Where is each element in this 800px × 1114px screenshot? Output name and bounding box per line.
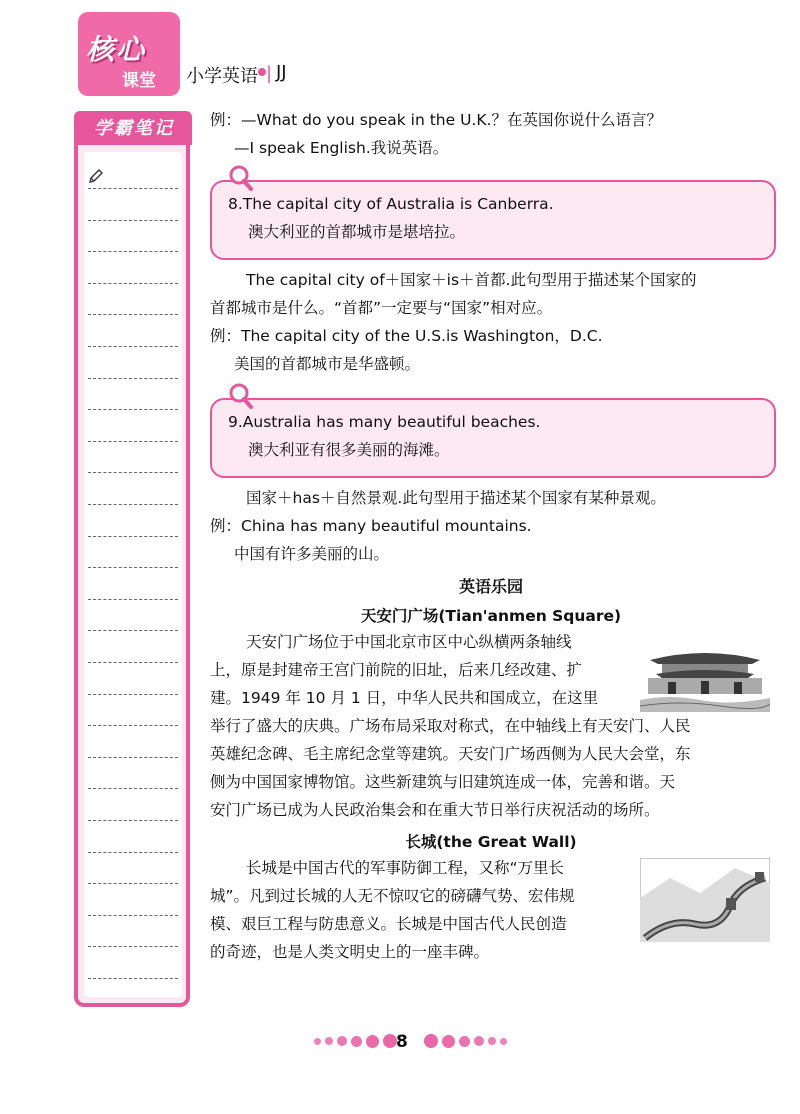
great-wall-text-4: 的奇迹，也是人类文明史上的一座丰碑。 [210,943,490,961]
decorative-dot [366,1035,379,1048]
decorative-dot [383,1034,397,1048]
decorative-dot [351,1036,362,1047]
tiananmen-title: 天安门广场(Tian'anmen Square) [360,607,622,625]
magnifier-icon [228,164,254,192]
note-line [88,378,178,379]
note-line [88,504,178,505]
decorative-dot [474,1036,484,1046]
sentence-9-chinese: 澳大利亚有很多美丽的海滩。 [248,441,450,459]
sentence-9-english: 9.Australia has many beautiful beaches. [228,413,541,431]
note-line [88,725,178,726]
sentence-9-example-translation: 中国有许多美丽的山。 [234,545,390,563]
pencil-icon [88,168,104,188]
decorative-dot [459,1036,470,1047]
bullet-icon [258,68,266,76]
note-line [88,188,178,189]
note-line [88,251,178,252]
note-line [88,536,178,537]
sentence-8-chinese: 澳大利亚的首都城市是堪培拉。 [248,223,466,241]
tiananmen-text-7: 安门广场已成为人民政治集会和在重大节日举行庆祝活动的场所。 [210,801,660,819]
note-line [88,946,178,947]
note-line [88,441,178,442]
note-line [88,630,178,631]
sentence-9-explanation: 国家＋has＋自然景观.此句型用于描述某个国家有某种景观。 [246,489,666,507]
example-question: 例：—What do you speak in the U.K.？在英国你说什么语言？ [210,111,662,129]
note-line [88,567,178,568]
magnifier-icon [228,382,254,410]
decorative-dot [337,1036,347,1046]
note-line [88,757,178,758]
decorative-dot [325,1037,333,1045]
decorative-dot [500,1038,507,1045]
logo-text: 核心 [86,33,147,66]
example-answer: —I speak English.我说英语。 [234,139,449,157]
sentence-8-english: 8.The capital city of Australia is Canberra. [228,195,554,213]
note-line [88,915,178,916]
sentence-8-explanation: The capital city of＋国家＋is＋首都.此句型用于描述某个国家的 [246,271,697,289]
great-wall-text-1: 长城是中国古代的军事防御工程，又称“万里长 [246,859,565,877]
tiananmen-text-6: 侧为中国国家博物馆。这些新建筑与旧建筑连成一体，完善和谐。天 [210,773,676,791]
note-line [88,788,178,789]
notes-title: 学霸笔记 [94,118,174,139]
notes-area[interactable] [84,152,182,997]
note-line [88,883,178,884]
great-wall-image [640,858,770,942]
sentence-8-example-translation: 美国的首都城市是华盛顿。 [234,355,421,373]
decorative-dot [424,1034,438,1048]
sentence-8-example: 例：The capital city of the U.S.is Washington，D.C. [210,327,603,345]
great-wall-text-3: 模、艰巨工程与防患意义。长城是中国古代人民创造 [210,915,567,933]
great-wall-text-2: 城”。凡到过长城的人无不惊叹它的磅礴气势、宏伟规 [210,887,575,905]
note-line [88,220,178,221]
note-line [88,283,178,284]
decorative-dot [488,1037,496,1045]
header-separator: | [266,63,273,84]
page-number: 8 [396,1032,408,1052]
tiananmen-text-1: 天安门广场位于中国北京市区中心纵横两条轴线 [246,633,572,651]
note-line [88,694,178,695]
note-line [88,409,178,410]
tiananmen-text-4: 举行了盛大的庆典。广场布局采取对称式，在中轴线上有天安门、人民 [210,717,691,735]
edition-label: JJ [276,62,287,83]
sentence-8-explanation-cont: 首都城市是什么。“首都”一定要与“国家”相对应。 [210,299,553,317]
sentence-box-9 [210,398,776,478]
decorative-dot [442,1035,455,1048]
note-line [88,346,178,347]
tiananmen-image [640,628,770,712]
note-line [88,472,178,473]
note-line [88,820,178,821]
sentence-box-8 [210,180,776,260]
sentence-9-example: 例：China has many beautiful mountains. [210,517,532,535]
section-title: 英语乐园 [458,577,523,596]
subject-title: 小学英语 [186,66,258,87]
note-line [88,978,178,979]
tiananmen-text-2: 上，原是封建帝王宫门前院的旧址，后来几经改建、扩 [210,661,583,679]
note-line [88,662,178,663]
tiananmen-text-3: 建。1949 年 10 月 1 日，中华人民共和国成立，在这里 [210,689,599,707]
note-line [88,852,178,853]
note-line [88,314,178,315]
note-line [88,599,178,600]
decorative-dot [314,1038,321,1045]
great-wall-title: 长城(the Great Wall) [405,833,577,851]
logo-subtext: 课堂 [122,71,156,91]
tiananmen-text-5: 英雄纪念碑、毛主席纪念堂等建筑。天安门广场西侧为人民大会堂，东 [210,745,691,763]
